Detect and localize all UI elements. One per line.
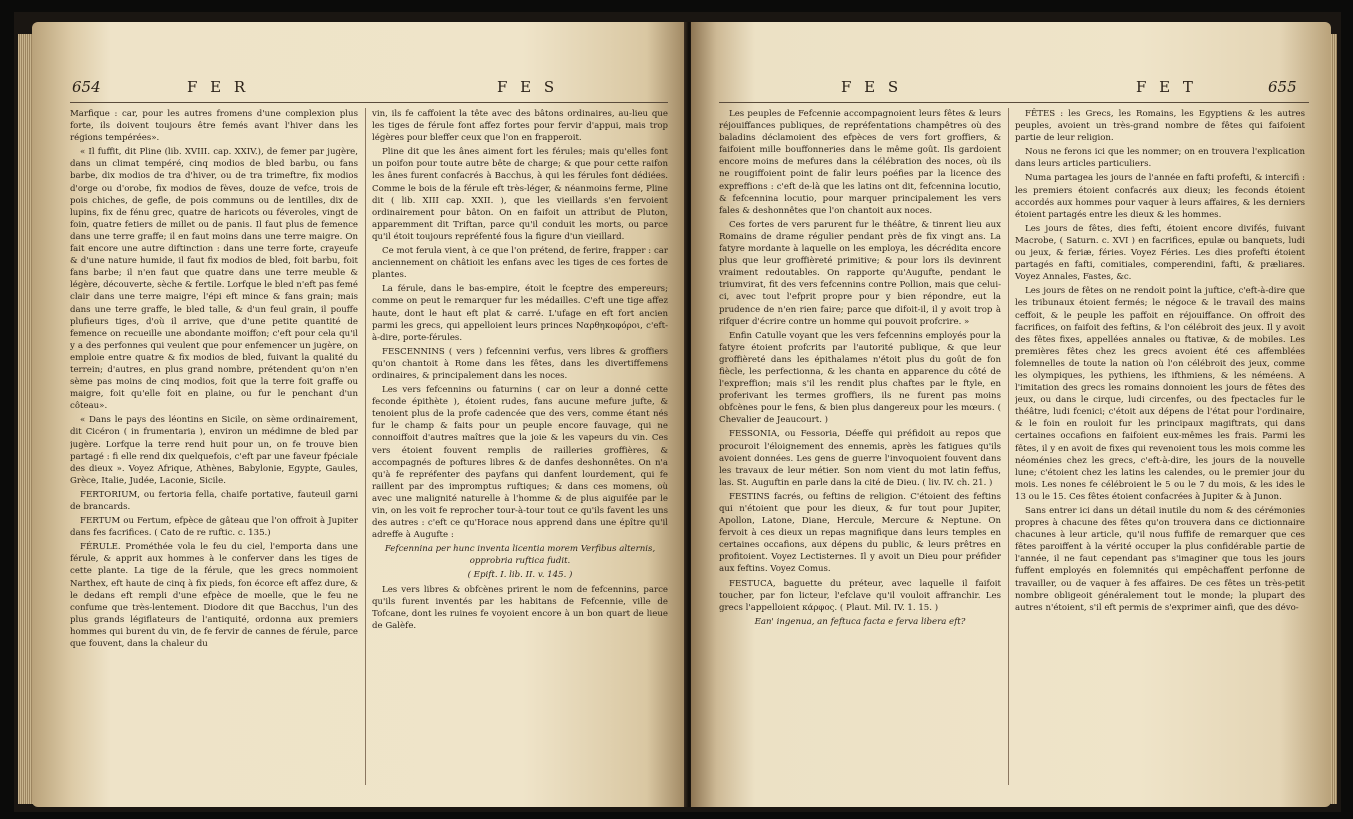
paragraph: vin, ils fe caffoient la tête avec des bâtons ordinaires, au-lieu que les tiges de férule font affez fortes pour fervir d'appui, mais trop légères pour bleffer ceux que l'on en frapperoit. (372, 109, 668, 144)
paragraph: « Dans le pays des léontins en Sicile, on sème ordinairement, dit Cicéron ( in frumentaria ), environ un médimne de bled par jugère. Lorfque la terre rend huit pour un, on fe trouve bien partagé : fi elle rend dix quelquefois, c'eft par une faveur fpéciale des dieux ». Voyez Afrique, Athènes, Babylonie, Egypte, Gaules, Grèce, Italie, Judée, Laconie, Sicile. (70, 415, 358, 486)
running-head-left: F E R (187, 78, 250, 96)
verse-quote: Ean' ingenua, an feftuca facta e ferva libera eft? (754, 616, 966, 627)
page-number: 655 (1268, 78, 1297, 96)
column-divider (365, 108, 366, 785)
paragraph: FESTINS facrés, ou feftins de religion. C'étoient des feftins qui n'étoient que pour les dieux, & fur tout pour Jupiter, Apollon, Latone, Diane, Hercule, Mercure & Neptune. On fervoit à ces dieux un repas magnifique dans leurs temples en certaines occafions, aux dépens du public, & leurs prêtres en profitoient. Voyez Lectisternes. Il y avoit un Dieu pour préfider aux feftins. Voyez Comus. (719, 491, 1001, 575)
left-page-column-1 (70, 108, 358, 789)
left-page-column-2 (372, 108, 668, 789)
paragraph: La férule, dans le bas-empire, étoit le fceptre des empereurs; comme on peut le remarquer fur les médailles. C'eft une tige affez haute, dont le haut eft plat & carré. L'ufage en eft fort ancien parmi les grecs, qui appelloient leurs princes Ναρθηκοφόροι, c'eft-à-dire, porte-férules. (372, 284, 668, 343)
paragraph: Les jours de fêtes on ne rendoit point la juftice, c'eft-à-dire que les tribunaux étoient fermés; le négoce & le travail des mains ceffoit, & le peuple les paffoit en réjouiffance. On offroit des facrifices, on faifoit des feftins, & l'on célébroit des jeux. Il y avoit des fêtes fixes, appellées annales ou ftativæ, & de mobiles. Les premières fêtes chez les grecs avoient été ces affemblées folemnelles de toute la nation où l'on célébroit des jeux, comme les olympiques, les pythiens, les ifthmiens, & les néméens. A l'imitation des grecs les romains donnoient les jours de fêtes des jeux, ou dans le cirque, ludi circenfes, ou des fpectacles fur le théâtre, ludi fcenici; c'étoit aux dépens de l'état pour l'ordinaire, & le foin en rouloit fur les principaux magiftrats, qui dans certaines occafions en faifoient eux-mêmes les frais. Parmi les fêtes, il y en avoit de fixes qui revenoient tous les mois comme les néoménies chez les grecs, c'eft-à-dire, les jours de la nouvelle lune; c'étoient chez les latins les calendes, ou le premier jour du mois. Les nones fe célébroient le 5 ou le 7 du mois, & les ides le 13 ou le 15. Ces fêtes étoient confacrées à Jupiter & à Junon. (1015, 286, 1305, 502)
paragraph: FESTUCA, baguette du préteur, avec laquelle il faifoit toucher, par fon licteur, l'efclave qu'il vouloit affranchir. Les grecs l'appelloient κάρφος. ( Plaut. Mil. IV. 1. 15. ) (719, 578, 1001, 613)
paragraph: FÉRULE. Prométhée vola le feu du ciel, l'emporta dans une férule, & apprit aux hommes à le conferver dans les tiges de cette plante. La tige de la férule, que les grecs nommoient Narthex, eft haute de cinq à fix pieds, fon écorce eft affez dure, & le dedans eft rempli d'une efpèce de moelle, que le feu ne confume que très-lentement. Diodore dit que Bacchus, l'un des plus grands légiflateurs de l'antiquité, ordonna aux premiers hommes qui burent du vin, de fe fervir de cannes de férule, parce que fouvent, dans la chaleur du (70, 542, 358, 650)
header-rule (70, 102, 668, 103)
paragraph: Les peuples de Fefcennie accompagnoient leurs fêtes & leurs réjouiffances publiques, de repréfentations champêtres où des baladins déclamoient des efpèces de vers fort groffiers, & faifoient mille bouffonneries dans le même goût. Ils gardoient encore moins de mefures dans la célébration des noces, où ils ne rougiffoient point de falir leurs poéfies par la licence des expreffions : c'eft de-là que les latins ont dit, fefcennina locutio, & fefcennina locutio, pour marquer principalement les vers fales & deshonnêtes que l'on chantoit aux noces. (719, 109, 1001, 216)
running-head-right: F E T (1136, 78, 1197, 96)
verse-citation: ( Epift. I. lib. II. v. 145. ) (467, 570, 573, 581)
column-divider (1008, 108, 1009, 785)
left-page-header (32, 78, 686, 98)
paragraph: Ces fortes de vers parurent fur le théâtre, & tinrent lieu aux Romains de drame régulier pendant près de fix vingt ans. La fatyre mordante à laquelle on les employa, les décrédita encore plus que leur groffièreté primitive; & pour lors ils devinrent vraiment redoutables. On rapporte qu'Augufte, pendant le triumvirat, fit des vers fefcennins contre Pollion, mais que celui-ci, avec tout l'efprit propre pour y bien répondre, eut la prudence de n'en rien faire; parce que difoit-il, il y avoit trop à rifquer d'écrire contre un homme qui pouvoit profcrire. » (719, 219, 1001, 327)
verse-quote: Fefcennina per hunc inventa licentia morem Verfibus alternis, opprobria ruftica fudit. (384, 544, 656, 567)
right-page-header (691, 78, 1331, 98)
right-page (691, 22, 1331, 807)
header-rule (719, 102, 1309, 103)
page-number: 654 (72, 78, 101, 96)
running-head-left: F E S (841, 78, 903, 96)
paragraph: Marfique : car, pour les autres fromens d'une complexion plus forte, ils doivent toujours être femés avant l'hiver dans les régions tempérées». (70, 109, 358, 144)
paragraph: FESCENNINS ( vers ) fefcennini verfus, vers libres & groffiers qu'on chantoit à Rome dans les fêtes, dans les divertiffemens ordinaires, & principalement dans les noces. (372, 346, 668, 381)
paragraph: Pline dit que les ânes aiment fort les férules; mais qu'elles font un poifon pour toute autre bête de charge; & que pour cette raifon les ânes furent confacrés à Bacchus, à qui les férules font dédiées. Comme le bois de la férule eft très-léger, & néanmoins ferme, Pline dit ( lib. XIII cap. XXII. ), que les vieillards s'en fervoient ordinairement pour bâton. On en faifoit un attribut de Pluton, apparemment dit Triftan, parce qu'il conduit les morts, ou parce qu'il étoit toujours repréfenté fous la figure d'un vieillard. (372, 147, 668, 242)
paragraph: Sans entrer ici dans un détail inutile du nom & des cérémonies propres à chacune des fêtes qu'on trouvera dans ce dictionnaire chacunes à leur article, qu'il nous fuffife de remarquer que ces fêtes paroiffent à la vérité occuper la plus confidérable partie de l'année, il ne faut cependant pas s'imaginer que tous les jours fuffent employés en folemnités qui empêchaffent perfonne de travailler, ou de vaquer à fes affaires. De ces fêtes un très-petit nombre obligeoit généralement tout le monde; la plupart des autres n'étoient, s'il eft permis de s'exprimer ainfi, que des dévo- (1015, 506, 1305, 613)
paragraph: FERTORIUM, ou fertoria fella, chaife portative, fauteuil garni de brancards. (70, 489, 358, 512)
paragraph: Enfin Catulle voyant que les vers fefcennins employés pour la fatyre étoient profcrits par l'autorité publique, & que leur groffièreté dans les épithalames n'étoit plus du goût de fon fiècle, les perfectionna, & les chanta en apparence du côté de l'expreffion; mais s'il les rendit plus chaftes par le ftyle, en proferivant les termes groffiers, ils ne furent pas moins obfcènes pour le fens, & bien plus dangereux pour les mœurs. ( Chevalier de Jeaucourt. ) (719, 330, 1001, 426)
running-head-right: F E S (497, 78, 559, 96)
paragraph: FESSONIA, ou Fessoria, Déeffe qui préfidoit au repos que procuroit l'éloignement des ennemis, après les fatigues qu'ils avoient données. Les gens de guerre l'invoquoient fouvent dans les travaux de leur métier. Son nom vient du mot latin feffus, las. St. Auguftin en parle dans la cité de Dieu. ( liv. IV. ch. 21. ) (719, 429, 1001, 488)
paragraph: FÊTES : les Grecs, les Romains, les Egyptiens & les autres peuples, avoient un très-grand nombre de fêtes qui faifoient partie de leur religion. (1015, 109, 1305, 144)
open-book (14, 12, 1341, 812)
paragraph: Les jours de fêtes, dies fefti, étoient encore divifés, fuivant Macrobe, ( Saturn. c. XVI ) en facrifices, epulæ ou banquets, ludi ou jeux, & feriæ, féries. Voyez Féries. Les dies profefti étoient partagés en fafti, comitiales, comperendini, fafti, & præliares. Voyez Annales, Fastes, &c. (1015, 223, 1305, 283)
right-page-column-2 (1015, 108, 1305, 789)
paragraph: Nous ne ferons ici que les nommer; on en trouvera l'explication dans leurs articles particuliers. (1015, 147, 1305, 170)
paragraph: FERTUM ou Fertum, efpèce de gâteau que l'on offroit à Jupiter dans fes facrifices. ( Cato de re ruftic. c. 135.) (70, 516, 358, 539)
right-page-column-1 (719, 108, 1001, 789)
paragraph: Numa partagea les jours de l'année en fafti profefti, & intercifi : les premiers étoient confacrés aux dieux; les feconds étoient accordés aux hommes pour vaquer à leurs affaires, & les derniers étoient partagés entre les dieux & les hommes. (1015, 173, 1305, 220)
paragraph: Les vers fefcennins ou faturnins ( car on leur a donné cette feconde épithète ), étoient rudes, fans aucune mefure jufte, & tenoient plus de la profe cadencée que des vers, comme étant nés fur le champ & faits pour un peuple encore fauvage, qui ne connoiffoit d'autres maîtres que la joie & les vapeurs du vin. Ces vers étoient fouvent remplis de railleries groffières, & accompagnés de poftures libres & de danfes deshonnêtes. On n'a qu'à fe repréfenter des payfans qui danfent lourdement, qui fe raillent par des impromptus ruftiques; & dans ces momens, où avec une malignité naturelle à l'homme & de plus aiguifée par le vin, on les voit fe reprocher tour-à-tour tout ce qu'ils favent les uns des autres : c'eft ce qu'Horace nous apprend dans une épître qu'il adreffe à Augufte : (372, 385, 668, 541)
paragraph: Les vers libres & obfcènes prirent le nom de fefcennins, parce qu'ils furent inventés par les habitans de Fefcennie, ville de Tofcane, dont les ruines fe voyoient encore à un bon quart de lieue de Galèfe. (372, 584, 668, 631)
paragraph: Ce mot ferula vient, à ce que l'on prétend, de ferire, frapper : car anciennement on châtioit les enfans avec les tiges de ces fortes de plantes. (372, 246, 668, 281)
left-page (32, 22, 686, 807)
paragraph: « Il fuffit, dit Pline (lib. XVIII. cap. XXIV.), de femer par jugère, dans un climat tempéré, cinq modios de bled barbu, ou fans barbe, dix modios de tra d'hiver, ou de tra trimeftre, fix modios d'orge ou d'orobe, fix modios de fèves, douze de vefce, trois de pois chiches, de gefle, de pois communs ou de lentilles, dix de lupins, fix de fénu grec, quatre de haricots ou féveroles, vingt de foin, quatre fetiers de millet ou de panis. Il faut plus de femence dans une terre graffe; il en faut moins dans une terre maigre. On fait encore une autre diftinction : dans une terre forte, crayeufe & d'une nature humide, il faut fix modios de bled, foit barbu, foit fans barbe; il n'en faut que quatre dans une terre meuble & légère, découverte, sèche & fertile. Lorfque le bled n'eft pas femé clair dans une terre maigre, l'épi eft mince & fans grain; mais dans une terre graffe, le bled talle, & d'un feul grain, il pouffe plufieurs tiges, d'où il arrive, que d'une petite quantité de femence on recueille une abondante moiffon; c'eft pour cela qu'il y a des perfonnes qui veulent que pour enfemencer un jugère, on emploie entre quatre & fix modios de bled, fuivant la qualité du terrein; d'autres, en plus grand nombre, prétendent qu'on n'en sème pas moins de cinq modios, foit que la terre foit graffe ou maigre, foit qu'elle foit en plaine, ou fur le penchant d'un côteau». (70, 147, 358, 412)
